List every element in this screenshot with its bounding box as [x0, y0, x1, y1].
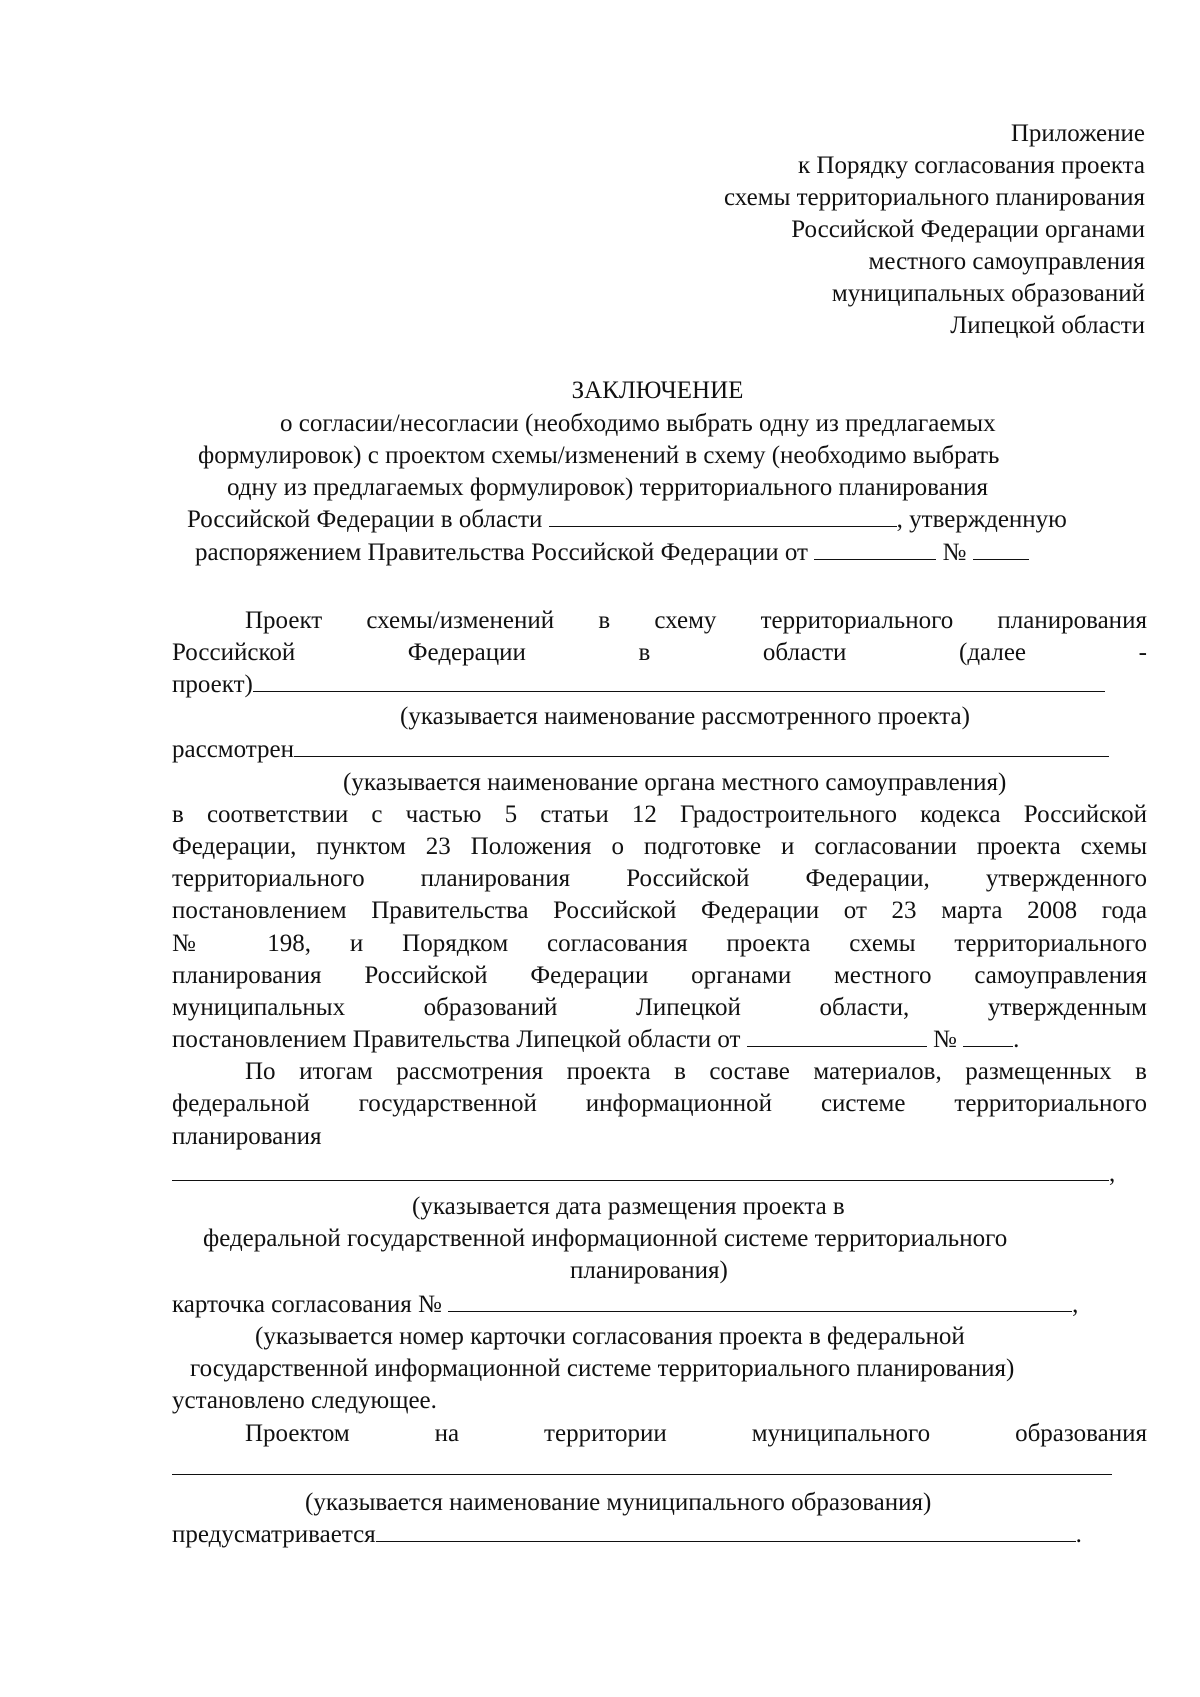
paragraph-2-line-2: Федерации, пунктом 23 Положения о подготовке и согласовании проекта схемы — [172, 833, 1147, 860]
p1-word: схему — [654, 607, 717, 634]
p1-word: - — [1138, 639, 1147, 666]
hint-project-name: (указывается наименование рассмотренного проекта) — [400, 703, 970, 730]
order-date-blank-field — [814, 537, 936, 560]
paragraph-2-line-5: № 198, и Порядком согласования проекта схемы территориального — [172, 930, 1147, 957]
comma: , — [1109, 1160, 1116, 1187]
p4-word: на — [434, 1420, 460, 1447]
appendix-line-7: Липецкой области — [950, 312, 1145, 339]
period: . — [1075, 1521, 1082, 1548]
established-line: установлено следующее. — [172, 1387, 437, 1414]
card-number-blank-field — [448, 1289, 1072, 1312]
provides-line — [172, 1519, 1082, 1551]
paragraph-3-line-3: планирования — [172, 1123, 322, 1150]
paragraph-2-line-8 — [172, 1024, 1019, 1056]
appendix-line-1: Приложение — [1010, 120, 1145, 147]
title-line-4-label: Российской Федерации в области — [187, 506, 543, 533]
region-blank-field — [549, 504, 897, 527]
paragraph-2-line-6: планирования Российской Федерации органами местного самоуправления — [172, 962, 1147, 989]
p4-word: образования — [1015, 1420, 1147, 1447]
paragraph-4-line-1 — [245, 1418, 1147, 1450]
decree-number-blank-field — [963, 1024, 1013, 1047]
p1-word: территориального — [760, 607, 954, 634]
hint-date-line-3: планирования) — [570, 1257, 728, 1284]
p1-word: в — [598, 607, 611, 634]
hint-date-line-1: (указывается дата размещения проекта в — [412, 1193, 845, 1220]
publication-date-blank-field — [172, 1158, 1109, 1181]
paragraph-1-line-1 — [245, 605, 1147, 637]
title-line-3: одну из предлагаемых формулировок) территориального планирования — [227, 474, 988, 501]
decree-label: постановлением Правительства Липецкой области от — [172, 1026, 741, 1053]
p1-word: планирования — [997, 607, 1147, 634]
paragraph-2-line-1: в соответствии с частью 5 статьи 12 Градостроительного кодекса Российской — [172, 801, 1147, 828]
p4-word: Проектом — [245, 1420, 350, 1447]
title-line-4 — [187, 504, 1067, 536]
project-name-blank-field — [253, 669, 1105, 692]
appendix-line-2: к Порядку согласования проекта — [798, 152, 1145, 179]
hint-date-line-2: федеральной государственной информационной системе территориального — [203, 1225, 1008, 1252]
title-line-5 — [195, 537, 1029, 569]
period: . — [1013, 1026, 1020, 1053]
order-number-blank-field — [973, 537, 1029, 560]
reviewed-line — [172, 734, 1109, 766]
paragraph-2-line-7: муниципальных образований Липецкой области, утвержденным — [172, 994, 1147, 1021]
paragraph-1-line-3 — [172, 669, 1105, 701]
p4-word: муниципального — [751, 1420, 931, 1447]
p1-word: схемы/изменений — [366, 607, 555, 634]
title-line-4-suffix: , утвержденную — [896, 506, 1067, 533]
municipality-blank-field — [172, 1452, 1112, 1475]
paragraph-2-line-3: территориального планирования Российской Федерации, утвержденного — [172, 865, 1147, 892]
municipality-blank-line — [172, 1452, 1112, 1484]
p1-word: Российской — [172, 639, 296, 666]
appendix-line-4: Российской Федерации органами — [791, 216, 1145, 243]
comma: , — [1072, 1291, 1079, 1318]
paragraph-3-line-2: федеральной государственной информационной системе территориального — [172, 1090, 1147, 1117]
hint-authority: (указывается наименование органа местного самоуправления) — [343, 769, 1007, 796]
paragraph-3-line-1: По итогам рассмотрения проекта в составе материалов, размещенных в — [245, 1058, 1147, 1085]
paragraph-2-line-4: постановлением Правительства Российской Федерации от 23 марта 2008 года — [172, 897, 1147, 924]
appendix-line-5: местного самоуправления — [868, 248, 1145, 275]
appendix-line-6: муниципальных образований — [831, 280, 1145, 307]
title-line-5-label: распоряжением Правительства Российской Федерации от — [195, 539, 808, 566]
provides-label: предусматривается — [172, 1521, 376, 1548]
number-sign: № — [942, 539, 967, 566]
project-label: проект) — [172, 671, 253, 698]
p1-word: Федерации — [407, 639, 526, 666]
decree-date-blank-field — [747, 1024, 927, 1047]
hint-card-line-2: государственной информационной системе территориального планирования) — [190, 1355, 1015, 1382]
p1-word: в — [638, 639, 651, 666]
document-heading: ЗАКЛЮЧЕНИЕ — [571, 377, 744, 404]
appendix-line-3: схемы территориального планирования — [724, 184, 1145, 211]
title-line-1: о согласии/несогласии (необходимо выбрать одну из предлагаемых — [280, 410, 996, 437]
paragraph-1-line-2 — [172, 637, 1147, 669]
p4-word: территории — [544, 1420, 667, 1447]
card-line — [172, 1289, 1078, 1321]
title-line-2: формулировок) с проектом схемы/изменений в схему (необходимо выбрать — [198, 442, 1000, 469]
card-label: карточка согласования № — [172, 1291, 442, 1318]
p1-word: области — [762, 639, 847, 666]
provisions-blank-field — [376, 1519, 1076, 1542]
hint-card-line-1: (указывается номер карточки согласования проекта в федеральной — [255, 1323, 965, 1350]
hint-municipality: (указывается наименование муниципального образования) — [305, 1489, 932, 1516]
date-blank-line — [172, 1158, 1115, 1190]
p1-word: (далее — [959, 639, 1027, 666]
reviewed-label: рассмотрен — [172, 736, 294, 763]
authority-blank-field — [294, 734, 1109, 757]
p1-word: Проект — [245, 607, 323, 634]
number-sign: № — [932, 1026, 957, 1053]
